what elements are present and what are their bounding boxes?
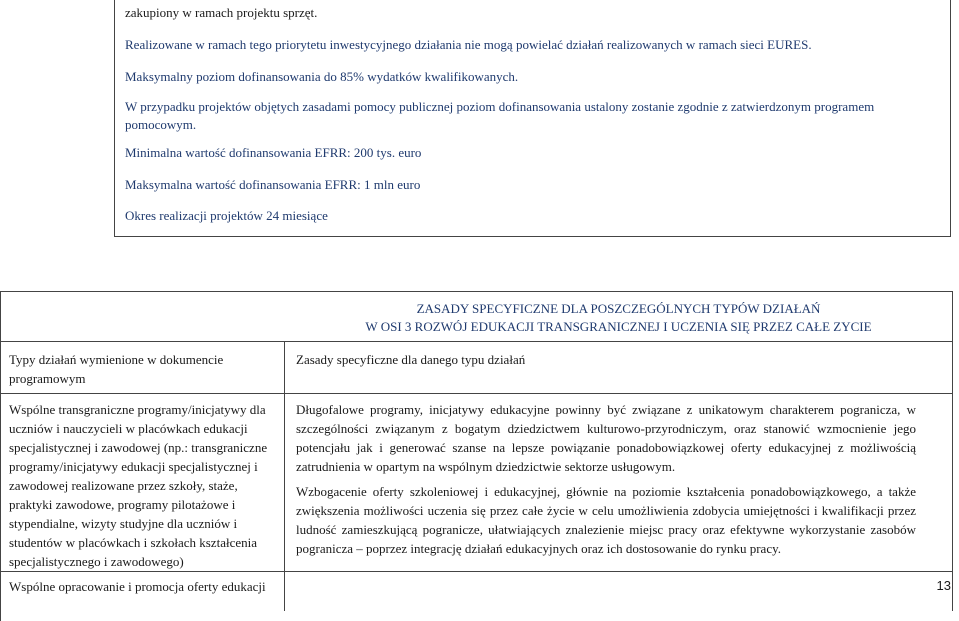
row1-left-cell: Wspólne transgraniczne programy/inicjatywy dla uczniów i nauczycieli w placówkach edukacji specjalistycznej i zawodowej (np.: transgraniczne programy/inicjatywy edukacji specjalistycznej i zawodowej realizowane przez szkoły, staże, praktyki zawodowe, programy pilotażowe i stypendialne, wizyty studyjne dla uczniów i studentów w placówkach i szkołach kształcenia specjalistycznego i zawodowego) <box>9 402 268 569</box>
text-line: Maksymalna wartość dofinansowania EFRR: 1 mln euro <box>125 177 421 192</box>
text-line: Minimalna wartość dofinansowania EFRR: 200 tys. euro <box>125 145 422 160</box>
table-header-line2: W OSI 3 ROZWÓJ EDUKACJI TRANSGRANICZNEJ I UCZENIA SIĘ PRZEZ CAŁE ZYCIE <box>365 319 872 334</box>
row1-right-cell-p1: Długofalowe programy, inicjatywy edukacyjne powinny być związane z unikatowym charakterem pogranicza, w szczególności związanym z bogatym dziedzictwem kulturowo-przyrodniczym, oraz stanowić wzmocnienie jego potencjału jak i generować szanse na lepsze powiązanie ponadobowiązkowej oferty edukacyjnej z możliwością zatrudnienia w opartym na wspólnym dziedzictwie sektorze usługowym. <box>296 402 916 474</box>
col-left-header: Typy działań wymienione w dokumencie programowym <box>9 352 224 386</box>
col-right-header: Zasady specyficzne dla danego typu działań <box>296 352 526 367</box>
page-number: 13 <box>936 578 951 593</box>
row1-right-cell-p2: Wzbogacenie oferty szkoleniowej i edukacyjnej, głównie na poziomie kształcenia ponadobowiązkowego, a także zwiększenia możliwości uczenia się przez całe życie w celu umożliwienia zdobycia umiejętności i kwalifikacji przez ludność zamieszkującą pogranicze, ułatwiających znalezienie miejsc pracy oraz efektywne wykorzystanie zasobów pogranicza – poprzez integrację działań edukacyjnych oraz ich dostosowanie do rynku pracy. <box>296 484 916 556</box>
table-header-line1: ZASADY SPECYFICZNE DLA POSZCZEGÓLNYCH TYPÓW DZIAŁAŃ <box>416 301 821 316</box>
text-line: Okres realizacji projektów 24 miesiące <box>125 208 328 223</box>
table-divider <box>0 571 953 572</box>
table-divider <box>0 393 953 394</box>
text-line: zakupiony w ramach projektu sprzęt. <box>125 5 318 20</box>
table-divider <box>0 341 953 342</box>
text-paragraph: W przypadku projektów objętych zasadami pomocy publicznej poziom dofinansowania ustalony zostanie zgodnie z zatwierdzonym programem pomocowym. <box>125 99 875 132</box>
text-line: Maksymalny poziom dofinansowania do 85% wydatków kwalifikowanych. <box>125 69 519 84</box>
row2-left-cell: Wspólne opracowanie i promocja oferty edukacji <box>9 579 266 594</box>
table-border-right <box>952 291 953 611</box>
text-line: Realizowane w ramach tego priorytetu inwestycyjnego działania nie mogą powielać działań realizowanych w ramach sieci EURES. <box>125 37 812 52</box>
